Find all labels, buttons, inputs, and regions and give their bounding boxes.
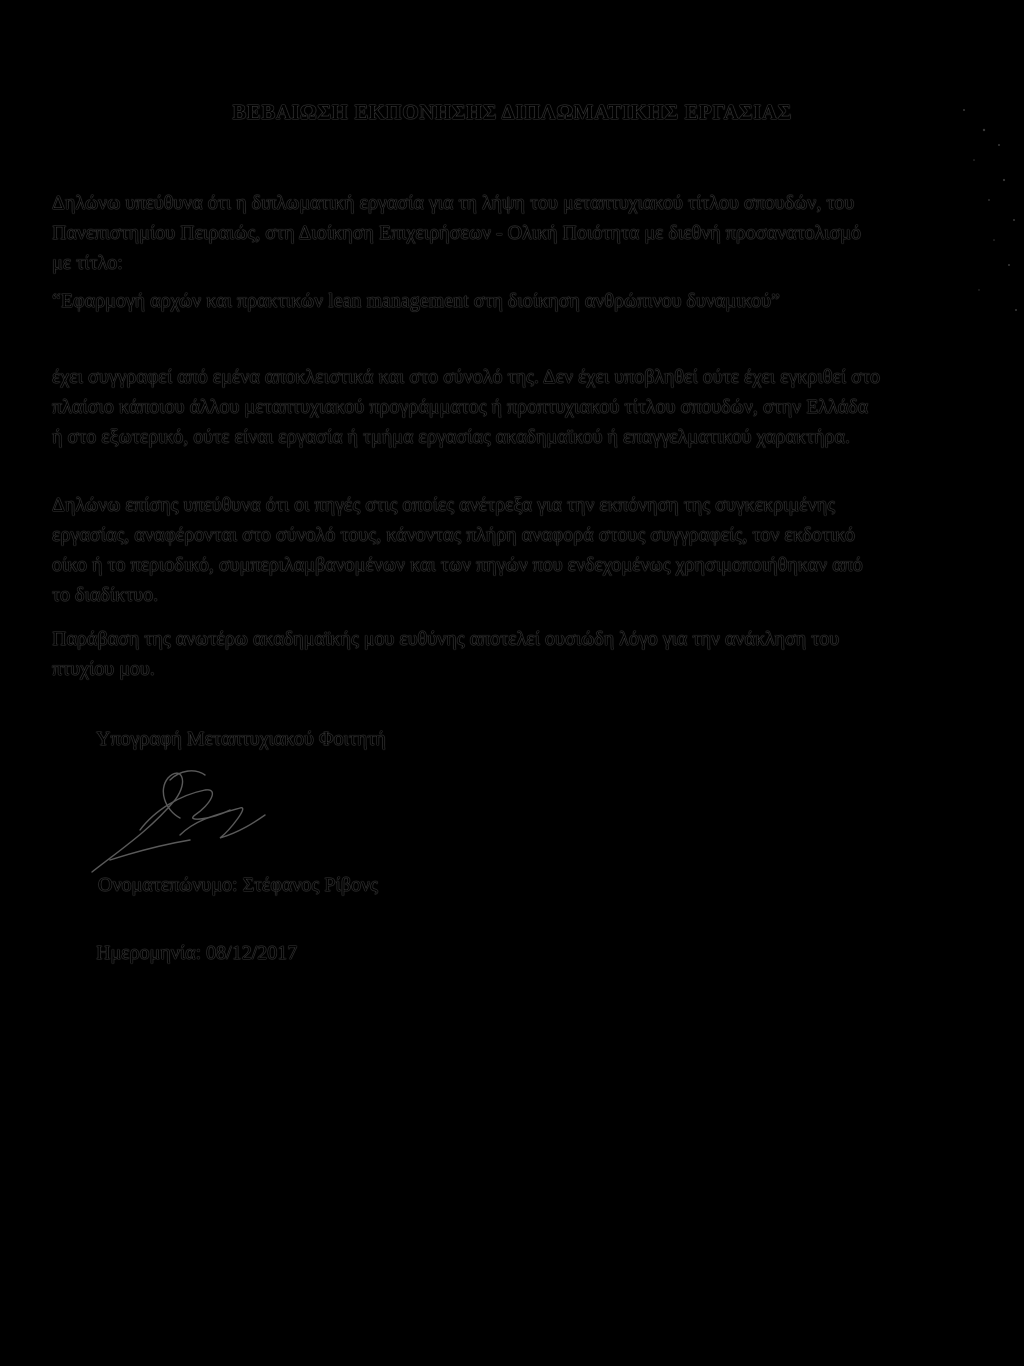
- declaration-paragraph: Δηλώνω υπεύθυνα ότι η διπλωματική εργασία για τη λήψη του μεταπτυχιακού τίτλου σπουδών, του Πανεπιστημίου Πειραιώς, στη Διοίκηση Επιχειρήσεων - Ολική Ποιότητα με διεθνή προσανατολισμό με τίτλο:: [52, 192, 861, 274]
- scan-noise: [904, 90, 1024, 350]
- document-date: Ημερομηνία: 08/12/2017: [96, 942, 298, 964]
- document-title: ΒΕΒΑΙΩΣΗ ΕΚΠΟΝΗΣΗΣ ΔΙΠΛΩΜΑΤΙΚΗΣ ΕΡΓΑΣΙΑΣ: [232, 100, 792, 124]
- handwritten-signature: [80, 760, 280, 880]
- student-name: Ονοματεπώνυμο: Στέφανος Ρίβονς: [98, 874, 378, 896]
- authorship-paragraph: έχει συγγραφεί από εμένα αποκλειστικά και στο σύνολό της. Δεν έχει υποβληθεί ούτε έχει εγκριθεί στο πλαίσιο κάποιου άλλου μεταπτυχιακού προγράμματος ή προπτυχιακού τίτλου σπουδών, στην Ελλάδα ή στο εξωτερικό, ούτε είναι εργασία ή τμήμα εργασίας ακαδημαϊκού ή επαγγελματικού χαρακτήρα.: [52, 366, 880, 448]
- sources-paragraph: Δηλώνω επίσης υπεύθυνα ότι οι πηγές στις οποίες ανέτρεξα για την εκπόνηση της συγκεκριμένης εργασίας, αναφέρονται στο σύνολό τους, κάνοντας πλήρη αναφορά στους συγγραφείς, τον εκδοτικό οίκο ή το περιοδικό, συμπεριλαμβανομένων και των πηγών που ενδεχομένως χρησιμοποιήθηκαν από το διαδίκτυο.: [52, 494, 863, 606]
- signature-label: Υπογραφή Μεταπτυχιακού Φοιτητή: [96, 728, 386, 750]
- thesis-title: “Εφαρμογή αρχών και πρακτικών lean management στη διοίκηση ανθρώπινου δυναμικού”: [52, 290, 780, 312]
- responsibility-paragraph: Παράβαση της ανωτέρω ακαδημαϊκής μου ευθύνης αποτελεί ουσιώδη λόγο για την ανάκληση του πτυχίου μου.: [52, 628, 840, 680]
